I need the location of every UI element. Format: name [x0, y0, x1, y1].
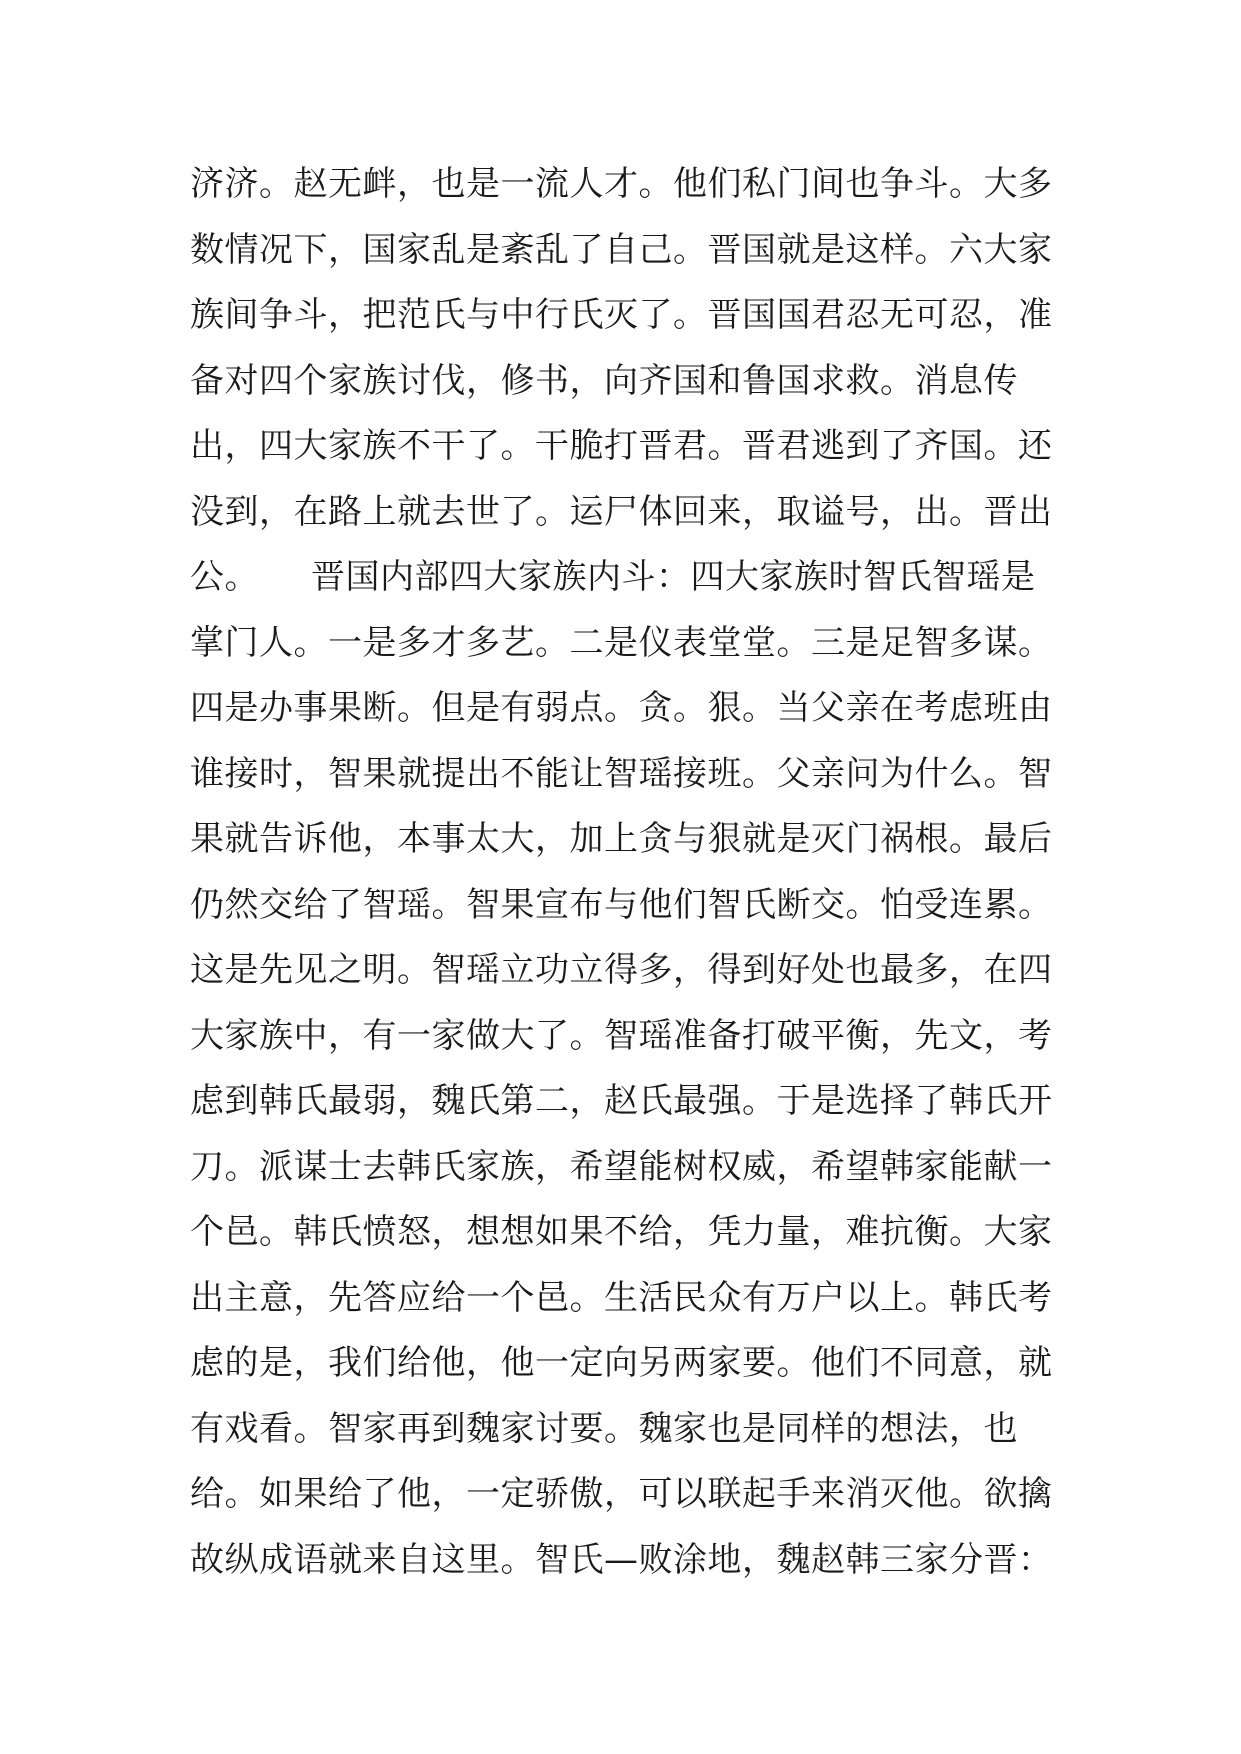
text-line: 给。如果给了他，一定骄傲，可以联起手来消灭他。欲擒: [190, 1474, 1053, 1514]
text-line: 虑的是，我们给他，他一定向另两家要。他们不同意，就: [190, 1343, 1053, 1383]
text-line: 大家族中，有一家做大了。智瑶准备打破平衡，先文，考: [190, 1015, 1053, 1056]
text-line: 掌门人。一是多才多艺。二是仪表堂堂。三是足智多谋。: [190, 622, 1053, 663]
text-line: 果就告诉他，本事太大，加上贪与狠就是灭门祸根。最后: [190, 819, 1053, 859]
text-line: 虑到韩氏最弱，魏氏第二，赵氏最强。于是选择了韩氏开: [190, 1081, 1053, 1121]
text-line: 备对四个家族讨伐，修书，向齐国和鲁国求救。消息传: [190, 360, 1018, 401]
text-line: 仍然交给了智瑶。智果宣布与他们智氏断交。怕受连累。: [190, 884, 1053, 925]
text-line: 出主意，先答应给一个邑。生活民众有万户以上。韩氏考: [190, 1277, 1053, 1318]
text-line: 四是办事果断。但是有弱点。贪。狠。当父亲在考虑班由: [190, 688, 1053, 728]
text-line: 没到，在路上就去世了。运尸体回来，取谥号，出。晋出: [190, 491, 1053, 532]
body-text: [190, 152, 1070, 1593]
text-line: 数情况下，国家乱是紊乱了自己。晋国就是这样。六大家: [190, 229, 1053, 270]
text-line: 济济。赵无衅，也是一流人才。他们私门间也争斗。大多: [190, 164, 1053, 204]
text-line: 族间争斗，把范氏与中行氏灭了。晋国国君忍无可忍，准: [190, 295, 1053, 335]
text-line: 谁接时，智果就提出不能让智瑶接班。父亲问为什么。智: [190, 753, 1053, 794]
text-line: 这是先见之明。智瑶立功立得多，得到好处也最多，在四: [190, 950, 1053, 990]
text-line: 公。 晋国内部四大家族内斗：四大家族时智氏智瑶是: [190, 557, 1036, 597]
text-line: 有戏看。智家再到魏家讨要。魏家也是同样的想法，也: [190, 1408, 1018, 1449]
text-line: 刀。派谋士去韩氏家族，希望能树权威，希望韩家能献一: [190, 1146, 1053, 1187]
text-line: 故纵成语就来自这里。智氏—败涂地，魏赵韩三家分晋：: [190, 1539, 1053, 1580]
text-line: 出，四大家族不干了。干脆打晋君。晋君逃到了齐国。还: [190, 426, 1053, 466]
text-line: 个邑。韩氏愤怒，想想如果不给，凭力量，难抗衡。大家: [190, 1212, 1053, 1252]
